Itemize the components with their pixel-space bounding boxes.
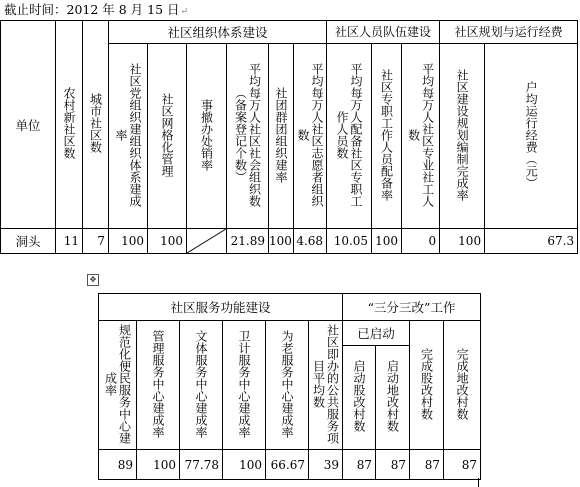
elder-center-header bbox=[266, 321, 309, 450]
three-reform-group-header bbox=[343, 294, 481, 321]
office-abolish-header bbox=[187, 44, 227, 229]
org-system-group-label: 社区组织体系建设 bbox=[167, 24, 268, 40]
funds-value: 67.3 bbox=[547, 234, 575, 248]
planning-funds-group-label: 社区规划与运行经费 bbox=[454, 24, 563, 39]
mass-org-cell bbox=[269, 229, 294, 254]
org-system-group-header bbox=[109, 21, 327, 44]
grid-management-label: 社区网格化管理 bbox=[160, 92, 174, 177]
planning-funds-group-header bbox=[440, 21, 578, 44]
rural-community-count-header bbox=[56, 21, 83, 229]
elder-value: 66.67 bbox=[270, 457, 305, 472]
table-edge-mark bbox=[478, 478, 483, 487]
fulltime-value: 100 bbox=[375, 234, 399, 248]
community-construction-table bbox=[0, 20, 578, 254]
culture-center-label: 文体服务中心建成率 bbox=[194, 329, 208, 438]
start-land-cell bbox=[376, 450, 410, 480]
volunteer-org-per-10k-label: 平均每万人社区志愿者组织数 bbox=[296, 62, 325, 207]
done-land-value: 87 bbox=[461, 457, 478, 472]
standard-center-header bbox=[99, 321, 137, 450]
mass-org-rate-header bbox=[269, 44, 294, 229]
done-land-header bbox=[444, 321, 481, 450]
social-org-cell bbox=[227, 229, 269, 254]
household-funds-label: 户均运行经费（元） bbox=[524, 80, 539, 189]
culture-cell bbox=[180, 450, 223, 480]
party-rate-cell bbox=[109, 229, 148, 254]
service-function-table bbox=[98, 293, 481, 480]
planning-cell bbox=[440, 229, 485, 254]
table-row bbox=[1, 229, 578, 254]
report-date-text: 截止时间：2012 年 8 月 15 日 bbox=[4, 2, 180, 17]
party-org-rate-label: 社区党组织建组织体系建成率 bbox=[114, 62, 142, 207]
staff-team-group-label: 社区人员队伍建设 bbox=[335, 24, 432, 39]
start-share-value: 87 bbox=[356, 457, 373, 472]
mgmt-cell bbox=[137, 450, 180, 480]
service-function-group-label: 社区服务功能建设 bbox=[170, 299, 271, 315]
volunteer-org-per-10k-header bbox=[294, 44, 327, 229]
social-org-per-10k-label: 平均每万人社区社会组织数（备案登记个数） bbox=[233, 62, 262, 207]
public-cell bbox=[309, 450, 343, 480]
urban-count-value: 7 bbox=[97, 234, 105, 248]
social-workers-value: 0 bbox=[428, 234, 437, 248]
rural-community-count-label: 农村新社区数 bbox=[62, 87, 76, 159]
done-land-cell bbox=[444, 450, 481, 480]
workers-per-10k-header bbox=[327, 44, 372, 229]
standard-value: 89 bbox=[117, 457, 133, 472]
office-abolish-label: 事撤办处销率 bbox=[199, 98, 214, 171]
fulltime-staff-rate-header bbox=[372, 44, 402, 229]
urban-community-count-label: 城市社区数 bbox=[88, 93, 103, 153]
planning-completion-header bbox=[440, 44, 485, 229]
standard-cell bbox=[99, 450, 137, 480]
three-reform-group-label: “三分三改”工作 bbox=[367, 299, 456, 315]
done-land-label: 完成地改村数 bbox=[455, 347, 470, 420]
public-service-header bbox=[309, 321, 343, 450]
done-share-label: 完成股改村数 bbox=[419, 347, 434, 420]
mgmt-center-header bbox=[137, 321, 180, 450]
grid-value: 100 bbox=[160, 234, 183, 248]
done-share-value: 87 bbox=[424, 457, 441, 472]
staff-team-group-header bbox=[327, 21, 440, 44]
workers-value: 10.05 bbox=[333, 234, 369, 248]
party-org-rate-header bbox=[109, 44, 148, 229]
start-share-header bbox=[343, 346, 376, 450]
start-share-label: 启动股改村数 bbox=[352, 360, 367, 432]
grid-cell bbox=[148, 229, 187, 254]
start-land-header bbox=[376, 346, 410, 450]
planning-value: 100 bbox=[458, 234, 482, 248]
return-mark-icon: ↵ bbox=[180, 7, 189, 17]
health-value: 100 bbox=[239, 457, 262, 472]
grid-management-header bbox=[148, 44, 187, 229]
unit-cell bbox=[1, 229, 56, 254]
mgmt-center-label: 管理服务中心建成率 bbox=[151, 329, 165, 438]
done-share-header bbox=[410, 321, 444, 450]
rural-count-cell bbox=[56, 229, 83, 254]
household-funds-header bbox=[485, 44, 578, 229]
social-workers-per-10k-header bbox=[402, 44, 440, 229]
volunteer-cell bbox=[294, 229, 327, 254]
fulltime-staff-rate-label: 社区专职工作人员配备率 bbox=[379, 68, 394, 201]
social-org-per-10k-header bbox=[227, 44, 269, 229]
mgmt-value: 100 bbox=[153, 457, 176, 472]
funds-cell bbox=[485, 229, 578, 254]
health-cell bbox=[223, 450, 266, 480]
unit-header-label: 单位 bbox=[15, 117, 41, 133]
table-move-handle-icon[interactable]: ✥ bbox=[87, 274, 99, 286]
elder-center-label: 为老服务中心建成率 bbox=[280, 329, 294, 438]
public-service-label: 社区即办的公共服务项目平均数 bbox=[311, 323, 340, 444]
elder-cell bbox=[266, 450, 309, 480]
done-share-cell bbox=[410, 450, 444, 480]
abolish-cell bbox=[187, 229, 227, 254]
culture-center-header bbox=[180, 321, 223, 450]
culture-value: 77.78 bbox=[184, 457, 219, 472]
mass-org-rate-label: 社团群团组织建率 bbox=[274, 86, 288, 183]
health-center-label: 卫计服务中心建成率 bbox=[237, 329, 251, 438]
fulltime-cell bbox=[372, 229, 402, 254]
health-center-header bbox=[223, 321, 266, 450]
started-group-header bbox=[343, 321, 410, 346]
workers-cell bbox=[327, 229, 372, 254]
report-date-caption bbox=[4, 1, 188, 21]
planning-completion-label: 社区建设规划编制完成率 bbox=[455, 68, 470, 201]
start-share-cell bbox=[343, 450, 376, 480]
urban-count-cell bbox=[83, 229, 109, 254]
social-workers-per-10k-label: 平均每万人社区专业社工人数 bbox=[406, 62, 435, 207]
unit-header bbox=[1, 21, 56, 229]
public-value: 39 bbox=[323, 457, 340, 472]
standard-center-label: 规范化便民服务中心建成率 bbox=[103, 323, 132, 444]
rural-count-value: 11 bbox=[63, 234, 79, 248]
started-group-label: 已启动 bbox=[357, 325, 395, 341]
start-land-label: 启动地改村数 bbox=[385, 360, 400, 432]
social-org-value: 21.89 bbox=[230, 234, 265, 248]
party-rate-value: 100 bbox=[121, 234, 144, 248]
start-land-value: 87 bbox=[390, 457, 407, 472]
mass-org-value: 100 bbox=[269, 234, 292, 248]
volunteer-value: 4.68 bbox=[296, 234, 324, 248]
workers-per-10k-label: 平均每万人配备社区专职工作人员数 bbox=[335, 62, 364, 207]
social-workers-cell bbox=[402, 229, 440, 254]
table-row bbox=[99, 450, 481, 480]
service-function-group-header bbox=[99, 294, 343, 321]
diagonal-slash-icon bbox=[187, 229, 226, 253]
unit-value: 洞头 bbox=[15, 234, 41, 249]
urban-community-count-header bbox=[83, 21, 109, 229]
